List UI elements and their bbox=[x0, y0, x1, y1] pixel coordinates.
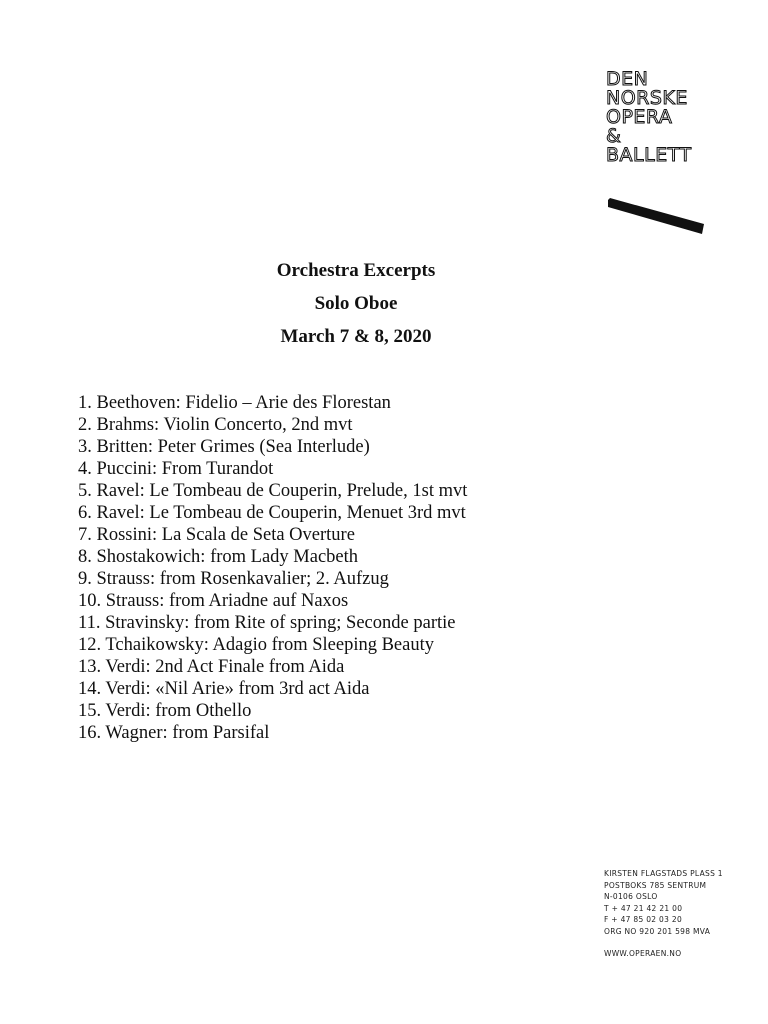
list-item: 8. Shostakowich: from Lady Macbeth bbox=[78, 547, 359, 567]
address-web: WWW.OPERAEN.NO bbox=[604, 949, 682, 958]
address-city: N-0106 OSLO bbox=[604, 892, 658, 901]
list-item: 15. Verdi: from Othello bbox=[78, 701, 252, 721]
list-item: 16. Wagner: from Parsifal bbox=[78, 723, 270, 743]
list-item: 1. Beethoven: Fidelio – Arie des Florestan bbox=[78, 393, 391, 413]
address-street: KIRSTEN FLAGSTADS PLASS 1 bbox=[604, 869, 723, 878]
logo-line-2: NORSKE bbox=[606, 87, 688, 109]
list-item: 3. Britten: Peter Grimes (Sea Interlude) bbox=[78, 437, 370, 457]
list-item: 2. Brahms: Violin Concerto, 2nd mvt bbox=[78, 415, 353, 435]
list-item: 14. Verdi: «Nil Arie» from 3rd act Aida bbox=[78, 679, 370, 699]
list-item: 7. Rossini: La Scala de Seta Overture bbox=[78, 525, 355, 545]
list-item: 13. Verdi: 2nd Act Finale from Aida bbox=[78, 657, 345, 677]
list-item: 4. Puccini: From Turandot bbox=[78, 459, 274, 479]
logo-line-3: OPERA bbox=[606, 106, 673, 128]
address-postbox: POSTBOKS 785 SENTRUM bbox=[604, 880, 707, 890]
address-spacer bbox=[604, 937, 723, 948]
list-item: 12. Tchaikowsky: Adagio from Sleeping Beauty bbox=[78, 635, 434, 655]
list-item: 11. Stravinsky: from Rite of spring; Seconde partie bbox=[78, 613, 456, 633]
document-date: March 7 & 8, 2020 bbox=[280, 326, 432, 347]
logo-line-5: BALLETT bbox=[606, 144, 692, 166]
opera-logo bbox=[606, 70, 706, 165]
logo-line-1: DEN bbox=[606, 68, 649, 90]
document-title: Orchestra Excerpts bbox=[276, 260, 436, 281]
address-phone: T + 47 21 42 21 00 bbox=[604, 903, 683, 913]
logo-slash-icon bbox=[608, 198, 704, 234]
logo-line-4: & bbox=[606, 125, 622, 147]
list-item: 6. Ravel: Le Tombeau de Couperin, Menuet 3rd mvt bbox=[78, 503, 466, 523]
list-item: 10. Strauss: from Ariadne auf Naxos bbox=[78, 591, 349, 611]
address-org: ORG NO 920 201 598 MVA bbox=[604, 926, 711, 936]
excerpt-list bbox=[78, 392, 467, 744]
list-item: 9. Strauss: from Rosenkavalier; 2. Aufzug bbox=[78, 569, 389, 589]
document-subtitle: Solo Oboe bbox=[314, 293, 398, 314]
address-block bbox=[604, 868, 723, 960]
list-item: 5. Ravel: Le Tombeau de Couperin, Prelude, 1st mvt bbox=[78, 481, 468, 501]
address-fax: F + 47 85 02 03 20 bbox=[604, 915, 683, 924]
